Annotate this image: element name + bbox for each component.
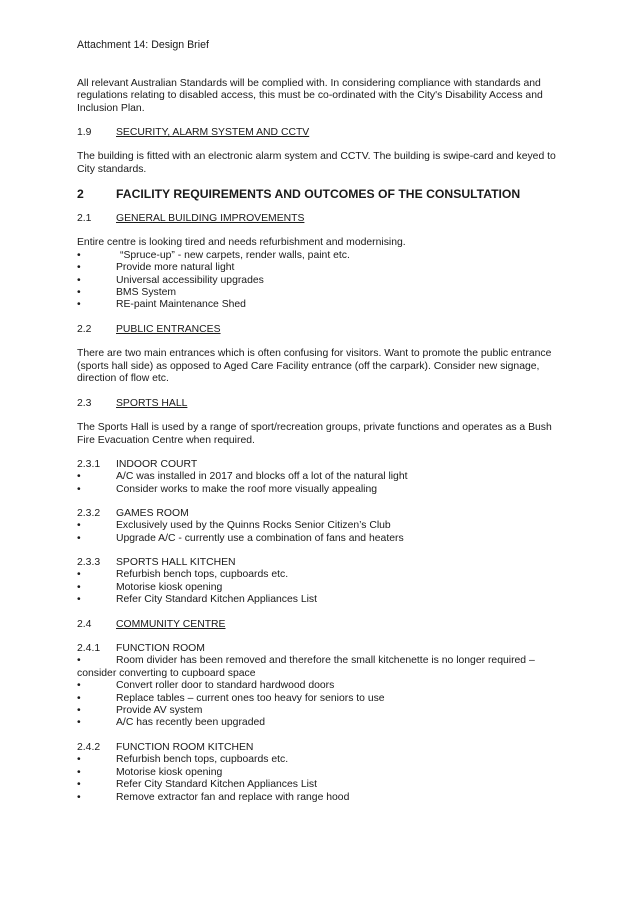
section-2-3-body: The Sports Hall is used by a range of sport/recreation groups, private functions and operates as a Bush Fire Evacuation Centre when required.	[77, 422, 552, 446]
bullet-icon: •	[77, 262, 81, 274]
bullet-icon: •	[77, 299, 81, 311]
section-number: 2.4.1	[77, 643, 101, 654]
section-number: 2.3	[77, 398, 92, 409]
section-title: FUNCTION ROOM KITCHEN	[116, 742, 254, 753]
section-number: 1.9	[77, 127, 92, 138]
section-2-3-heading	[77, 398, 567, 410]
list-item: • Refer City Standard Kitchen Appliances List	[77, 779, 317, 791]
section-1-9	[77, 127, 567, 176]
section-title: SPORTS HALL	[116, 398, 188, 409]
bullet-icon: •	[77, 520, 81, 532]
bullet-icon: •	[77, 594, 81, 606]
list-item: • A/C was installed in 2017 and blocks off a lot of the natural light	[77, 471, 408, 483]
bullet-icon: •	[77, 791, 81, 803]
section-2-2-body: There are two main entrances which is often confusing for visitors. Want to promote the public entrance (sports hall side) as opposed to Aged Care Facility entrance (off the carpark). Consider new signage, direction of flow etc.	[77, 348, 552, 385]
section-2-3-3-heading	[77, 557, 567, 569]
section-2-4-1-heading	[77, 643, 567, 655]
list-item: • Upgrade A/C - currently use a combination of fans and heaters	[77, 532, 404, 544]
section-number: 2.1	[77, 213, 92, 224]
list-item: • Refurbish bench tops, cupboards etc.	[77, 754, 289, 766]
section-title: SECURITY, ALARM SYSTEM AND CCTV	[116, 127, 310, 138]
section-2-2-heading	[77, 324, 567, 336]
list-item: • Remove extractor fan and replace with range hood	[77, 791, 350, 803]
section-2-4	[77, 619, 567, 631]
list-item: • Replace tables – current ones too heavy for seniors to use	[77, 692, 385, 704]
bullet-icon: •	[77, 766, 81, 778]
list-item: • Refer City Standard Kitchen Appliances List	[77, 594, 317, 606]
bullet-icon: •	[77, 471, 81, 483]
section-2-1	[77, 213, 567, 312]
bullet-icon: •	[77, 705, 81, 717]
section-2-3-2-list	[77, 520, 567, 545]
bullet-icon: •	[77, 483, 81, 495]
section-number: 2.4.2	[77, 742, 101, 753]
section-2-4-2	[77, 742, 567, 804]
section-number: 2	[77, 187, 84, 201]
section-number: 2.2	[77, 324, 92, 335]
section-2-4-heading	[77, 619, 567, 631]
bullet-icon: •	[77, 249, 81, 261]
section-2-3-1-heading	[77, 459, 567, 471]
list-item: • Consider works to make the roof more visually appealing	[77, 483, 378, 495]
bullet-icon: •	[77, 754, 81, 766]
bullet-icon: •	[77, 692, 81, 704]
list-item: • Provide AV system	[77, 705, 203, 717]
bullet-icon: •	[77, 717, 81, 729]
section-number: 2.3.2	[77, 508, 101, 519]
section-title: FUNCTION ROOM	[116, 643, 205, 654]
section-2-3-2	[77, 508, 567, 545]
section-2-4-1	[77, 643, 567, 730]
section-2-1-body: Entire centre is looking tired and needs refurbishment and modernising.	[77, 237, 406, 249]
section-2-4-2-list	[77, 754, 567, 804]
section-1-9-body: The building is fitted with an electronic alarm system and CCTV. The building is swipe-card and keyed to City standards.	[77, 151, 556, 175]
section-title: COMMUNITY CENTRE	[116, 619, 226, 630]
section-2-4-2-heading	[77, 742, 567, 754]
bullet-icon: •	[77, 532, 81, 544]
list-item: • Exclusively used by the Quinns Rocks Senior Citizen’s Club	[77, 520, 391, 532]
list-item: • “Spruce-up” - new carpets, render walls, paint etc.	[77, 249, 350, 261]
section-2-3-3-list	[77, 569, 567, 606]
list-item: • Motorise kiosk opening	[77, 581, 223, 593]
list-item: • Convert roller door to standard hardwood doors	[77, 680, 335, 692]
bullet-icon: •	[77, 287, 81, 299]
bullet-icon: •	[77, 274, 81, 286]
list-item-wrapping: • Room divider has been removed and therefore the small kitchenette is no longer required – consider converting to cupboard space	[77, 655, 535, 679]
section-title: INDOOR COURT	[116, 459, 198, 470]
section-title: FACILITY REQUIREMENTS AND OUTCOMES OF THE CONSULTATION	[116, 187, 521, 201]
section-title: PUBLIC ENTRANCES	[116, 324, 221, 335]
bullet-icon: •	[77, 581, 81, 593]
section-2-1-heading	[77, 213, 567, 225]
intro-text: All relevant Australian Standards will be complied with. In considering compliance with standards and regulations relating to disabled access, this must be co-ordinated with the City's Disability Access and Inclusion Plan.	[77, 78, 543, 114]
list-item: • Refurbish bench tops, cupboards etc.	[77, 569, 289, 581]
section-title: SPORTS HALL KITCHEN	[116, 557, 236, 568]
section-2-3-1-list	[77, 471, 567, 496]
list-item: • Provide more natural light	[77, 262, 235, 274]
section-2	[77, 188, 567, 200]
section-2-2	[77, 324, 567, 386]
section-2-3-3	[77, 557, 567, 607]
section-2-heading	[77, 188, 567, 200]
list-item: • Universal accessibility upgrades	[77, 274, 264, 286]
section-number: 2.4	[77, 619, 92, 630]
bullet-icon: •	[77, 680, 81, 692]
page-header: Attachment 14: Design Brief	[77, 39, 209, 51]
list-item: • RE-paint Maintenance Shed	[77, 299, 246, 311]
bullet-icon: •	[77, 569, 81, 581]
section-title: GAMES ROOM	[116, 508, 189, 519]
section-2-1-list	[77, 250, 567, 312]
section-2-3-1	[77, 459, 567, 496]
section-2-3-2-heading	[77, 508, 567, 520]
list-item: • A/C has recently been upgraded	[77, 717, 266, 729]
section-number: 2.3.3	[77, 557, 101, 568]
intro-paragraph	[77, 78, 567, 115]
section-2-4-1-list	[77, 680, 567, 730]
section-2-3	[77, 398, 567, 447]
bullet-icon: •	[77, 779, 81, 791]
section-number: 2.3.1	[77, 459, 101, 470]
section-1-9-heading	[77, 127, 567, 139]
bullet-icon: •	[77, 655, 81, 667]
list-item: • Motorise kiosk opening	[77, 766, 223, 778]
list-item: • BMS System	[77, 287, 177, 299]
section-title: GENERAL BUILDING IMPROVEMENTS	[116, 213, 305, 224]
